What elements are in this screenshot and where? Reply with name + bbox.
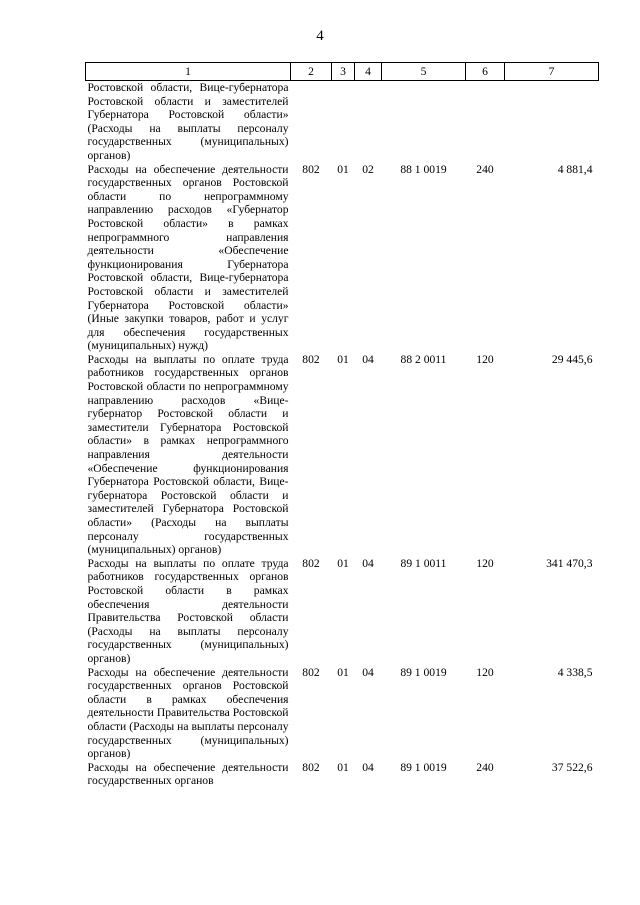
ministry-code: 802 [302,352,320,366]
expense-description: Расходы на обеспечение деятельности государственных органов [87,760,289,788]
target-article-code: 88 2 0011 [400,352,447,366]
expense-type-code: 240 [476,760,494,774]
column-header: 7 [505,63,599,81]
column-header: 1 [86,63,291,81]
subsection-code: 04 [362,352,374,366]
expense-description: Ростовской области, Вице-губернатора Ростовской области и заместителей Губернатора Ростовской области» (Расходы на выплаты персоналу государственных (муниципальных) органов) [87,81,289,162]
column-header: 2 [291,63,332,81]
subsection-code [355,81,382,163]
amount: 4 338,5 [557,665,593,679]
subsection-code: 04 [362,556,374,570]
subsection-code: 04 [362,665,374,679]
column-header: 3 [332,63,355,81]
table-row [86,163,599,353]
subsection-code: 04 [362,760,374,774]
expense-description: Расходы на выплаты по оплате труда работников государственных органов Ростовской области по непрограммному направлению расходов «Вице-губернатор Ростовской области и заместители Губернатора Ростовской области» в рамках непрограммного направления деятельности «Обеспечение функционирования Губернатора Ростовской области, Вице-губернатора Ростовской области и заместителей Губернатора Ростовской области» (Расходы на выплаты персоналу государственных (муниципальных) органов) [87,352,289,557]
ministry-code [291,81,332,163]
target-article-code: 89 1 0019 [400,760,447,774]
table-row [86,666,599,761]
section-code [332,81,355,163]
target-article-code [382,81,466,163]
expense-type-code: 240 [476,162,494,176]
target-article-code: 89 1 0019 [400,665,447,679]
expense-description: Расходы на обеспечение деятельности государственных органов Ростовской области в рамках обеспечения деятельности Правительства Ростовской области (Расходы на выплаты персоналу государственных (муниципальных) органов) [87,665,289,761]
amount [505,81,599,163]
table-row [86,557,599,666]
target-article-code: 88 1 0019 [400,162,447,176]
amount: 341 470,3 [546,556,593,570]
column-header: 4 [355,63,382,81]
expense-type-code: 120 [476,352,494,366]
expense-type-code: 120 [476,665,494,679]
expense-type-code: 120 [476,556,494,570]
ministry-code: 802 [302,556,320,570]
ministry-code: 802 [302,665,320,679]
section-code: 01 [337,556,349,570]
subsection-code: 02 [362,162,374,176]
table-row [86,761,599,788]
ministry-code: 802 [302,760,320,774]
expense-description: Расходы на обеспечение деятельности государственных органов Ростовской области по непрограммному направлению расходов «Губернатор Ростовской области» в рамках непрограммного направления деятельности «Обеспечение функционирования Губернатора Ростовской области, Вице-губернатора Ростовской области и заместителей Губернатора Ростовской области» (Иные закупки товаров, работ и услуг для обеспечения государственных (муниципальных) нужд) [87,162,289,353]
ministry-code: 802 [302,162,320,176]
column-header: 6 [466,63,505,81]
section-code: 01 [337,665,349,679]
page-number: 4 [316,28,324,44]
table-row [86,353,599,557]
target-article-code: 89 1 0011 [400,556,447,570]
section-code: 01 [337,760,349,774]
section-code: 01 [337,352,349,366]
column-header: 5 [382,63,466,81]
budget-table [85,62,599,788]
table-header-row [86,63,599,81]
amount: 37 522,6 [551,760,593,774]
section-code: 01 [337,162,349,176]
amount: 29 445,6 [551,352,593,366]
amount: 4 881,4 [557,162,593,176]
expense-description: Расходы на выплаты по оплате труда работников государственных органов Ростовской области в рамках обеспечения деятельности Правительства Ростовской области (Расходы на выплаты персоналу государственных (муниципальных) органов) [87,556,289,665]
table-row [86,81,599,163]
expense-type-code [466,81,505,163]
